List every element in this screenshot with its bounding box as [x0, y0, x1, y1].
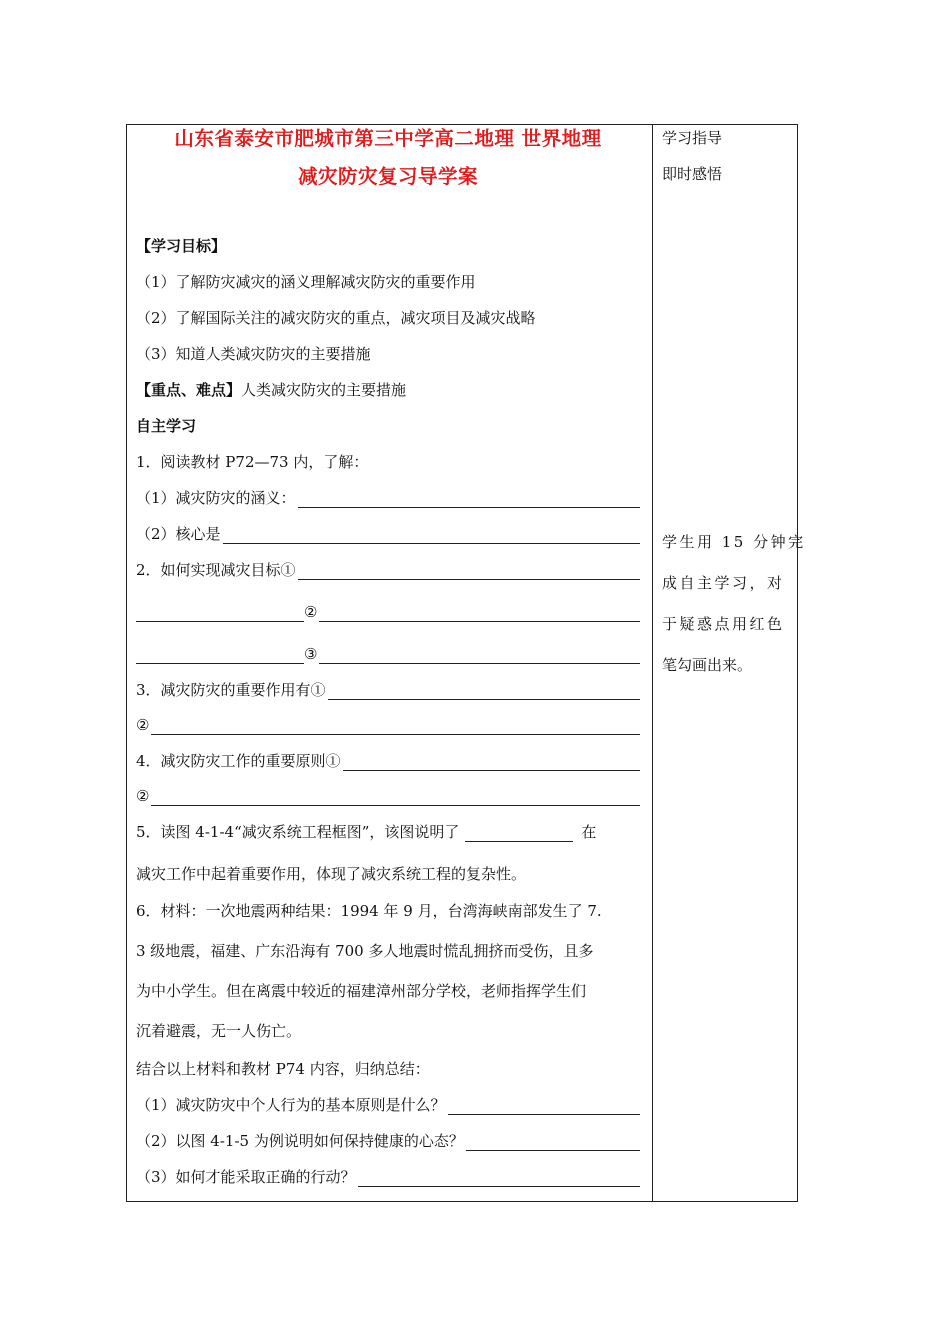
column-divider: [652, 124, 653, 1202]
material-line: 3 级地震，福建、广东沿海有 700 多人地震时慌乱拥挤而受伤，且多: [136, 942, 594, 960]
answer-blank[interactable]: [136, 606, 304, 622]
question-1b-text: （2）核心是: [136, 525, 221, 543]
objective-item: （3）知道人类减灾防灾的主要措施: [136, 345, 371, 363]
answer-blank[interactable]: [319, 648, 640, 664]
question-5-text: 5．读图 4-1-4“减灾系统工程框图”，该图说明了: [136, 823, 460, 841]
marker-2: ②: [136, 787, 150, 805]
question-5: [136, 822, 640, 842]
summary-question-1: [136, 1095, 640, 1115]
answer-blank[interactable]: [298, 492, 640, 508]
question-1b: [136, 524, 640, 544]
summary-question-1-text: （1）减灾防灾中个人行为的基本原则是什么？: [136, 1096, 446, 1114]
question-1a: [136, 488, 640, 508]
question-2: [136, 560, 640, 580]
question-3-text: 3．减灾防灾的重要作用有①: [136, 681, 326, 699]
marker-2: ②: [136, 716, 150, 734]
marker-2: ②: [304, 603, 318, 621]
answer-blank[interactable]: [151, 719, 640, 735]
sidebar-note-line: 成自主学习，对: [662, 574, 785, 592]
summary-question-2: [136, 1131, 640, 1151]
sidebar-note-line: 于疑惑点用红色: [662, 615, 785, 633]
objectives-heading: 【学习目标】: [136, 237, 227, 255]
answer-blank[interactable]: [343, 755, 640, 771]
answer-blank[interactable]: [319, 606, 640, 622]
key-points-label: 【重点、难点】: [136, 381, 242, 399]
answer-blank[interactable]: [358, 1171, 640, 1187]
material-line: 为中小学生。但在离震中较近的福建漳州部分学校，老师指挥学生们: [136, 982, 587, 1000]
answer-blank[interactable]: [136, 648, 304, 664]
key-points: [136, 380, 640, 400]
marker-3: ③: [304, 645, 318, 663]
question-1a-text: （1）减灾防灾的涵义：: [136, 489, 296, 507]
sidebar-note-line: 学生用 15 分钟完: [662, 533, 806, 551]
answer-blank[interactable]: [223, 528, 640, 544]
answer-blank[interactable]: [466, 1135, 640, 1151]
summary-question-2-text: （2）以图 4-1-5 为例说明如何保持健康的心态？: [136, 1132, 464, 1150]
objective-item: （1）了解防灾减灾的涵义理解减灾防灾的重要作用: [136, 273, 476, 291]
document-title: [136, 120, 640, 196]
self-study-heading: 自主学习: [136, 417, 197, 435]
question-2-item-2: [136, 602, 640, 622]
objective-item: （2）了解国际关注的减灾防灾的重点，减灾项目及减灾战略: [136, 309, 536, 327]
question-4: [136, 751, 640, 771]
title-line-1: 山东省泰安市肥城市第三中学高二地理 世界地理: [174, 127, 602, 150]
question-2-text: 2．如何实现减灾目标①: [136, 561, 296, 579]
answer-blank[interactable]: [151, 790, 640, 806]
question-3-item-2: [136, 715, 640, 735]
question-5-continued: 减灾工作中起着重要作用，体现了减灾系统工程的复杂性。: [136, 865, 527, 883]
question-2-item-3: [136, 644, 640, 664]
sidebar-note-line: 笔勾画出来。: [662, 656, 753, 674]
question-3: [136, 680, 640, 700]
main-column: [136, 124, 640, 1186]
material-line: 6．材料：一次地震两种结果：1994 年 9 月，台湾海峡南部发生了 7.: [136, 902, 602, 920]
summary-question-3-text: （3）如何才能采取正确的行动？: [136, 1168, 356, 1186]
question-1: 1．阅读教材 P72—73 内，了解：: [136, 453, 369, 471]
answer-blank[interactable]: [328, 684, 640, 700]
summary-question-3: [136, 1167, 640, 1187]
question-4-text: 4．减灾防灾工作的重要原则①: [136, 752, 341, 770]
key-points-text: 人类减灾防灾的主要措施: [241, 381, 407, 399]
material-line: 沉着避震，无一人伤亡。: [136, 1022, 302, 1040]
question-4-item-2: [136, 786, 640, 806]
summary-prompt: 结合以上材料和教材 P74 内容，归纳总结：: [136, 1060, 430, 1078]
answer-blank[interactable]: [298, 564, 640, 580]
answer-blank[interactable]: [448, 1099, 640, 1115]
sidebar-heading-guidance: 学习指导: [662, 129, 723, 147]
question-5-suffix: 在: [581, 823, 597, 841]
sidebar-heading-reflection: 即时感悟: [662, 165, 723, 183]
answer-blank[interactable]: [465, 826, 573, 842]
title-line-2: 减灾防灾复习导学案: [297, 165, 478, 188]
